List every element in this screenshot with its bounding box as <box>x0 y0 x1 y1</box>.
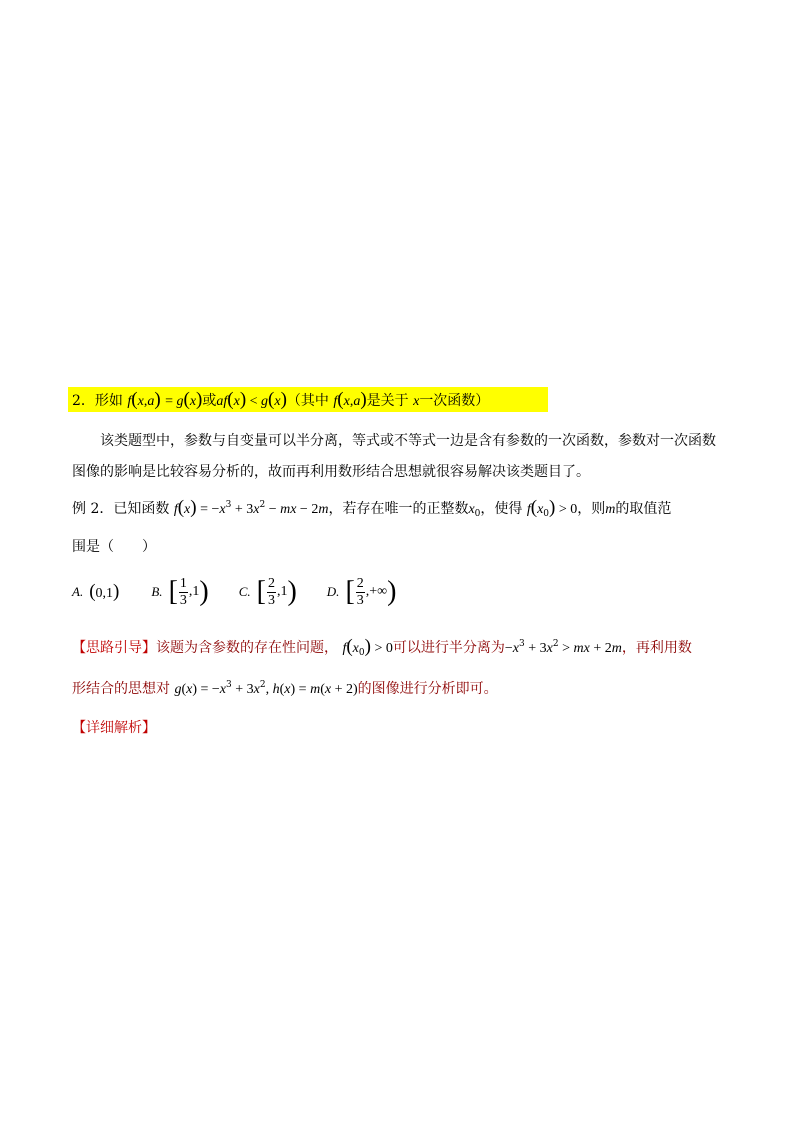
example-then: ，则 <box>577 501 606 517</box>
heading-or: 或 <box>202 393 217 409</box>
hint-tag: 【思路引导】 <box>72 640 156 656</box>
option-a: (0,1) <box>89 581 120 602</box>
example-line-1: 例 2．已知函数 $f(x) = -x^3 + 3x^2$ − mx − 2m，若存在唯一的正整数$x_0$，使得 $f(x_0) > 0$，则m的取值范 <box>72 497 672 519</box>
options-row <box>72 572 396 612</box>
heading-paren-open: （其中 <box>286 393 329 409</box>
example-makes: ，使得 <box>480 501 523 517</box>
hint-line-2: 形结合的思想对 $g(x) = -x^3 + 3x^2$, h(x) = m(x + 2)的图像进行分析即可。 <box>72 680 498 697</box>
example-line-2: 围是（ ） <box>72 539 156 555</box>
example-range: 的取值范 <box>615 501 672 517</box>
section-heading: 2．形如 f(x,a) = g(x)或af(x) < g(x)（其中 f(x,a)是关于 x一次函数） <box>72 389 490 410</box>
option-d-label: D. <box>326 584 340 599</box>
heading-x: x <box>413 394 420 409</box>
hint-t4: 形结合的思想对 <box>72 681 170 697</box>
option-b: [ $\frac{1}{3}$ ,1 ) <box>168 575 209 608</box>
hint-t5: 的图像进行分析即可。 <box>357 681 498 697</box>
hint-t1: 该题为含参数的存在性问题， <box>156 640 338 656</box>
option-d: [ $\frac{2}{3}$ ,+∞ ) <box>345 575 397 608</box>
para-line-2: 图像的影响是比较容易分析的，故而再利用数形结合思想就很容易解决该类题目了。 <box>72 464 590 480</box>
option-a-label: A. <box>72 584 84 599</box>
hint-line-1: 【思路引导】该题为含参数的存在性问题， $f(x_0) > 0$可以进行半分离为$-x^3 + 3x^2$ > mx + 2m，再利用数 <box>72 636 692 658</box>
heading-linear: 一次函数） <box>419 393 490 409</box>
example-label: 例 2．已知函数 <box>72 501 170 517</box>
hint-t3: ，再利用数 <box>621 640 692 656</box>
para-line-1: 该类题型中，参数与自变量可以半分离，等式或不等式一边是含有参数的一次函数，参数对一次函数 <box>100 433 716 449</box>
heading-is-about: 是关于 <box>366 393 409 409</box>
hint-t2: 可以进行半分离为 <box>392 640 505 656</box>
option-b-label: B. <box>151 584 163 599</box>
example-cond: ，若存在唯一的正整数 <box>328 501 469 517</box>
option-c-label: C. <box>238 584 251 599</box>
detail-tag: 【详细解析】 <box>72 720 156 736</box>
heading-number: 2．形如 <box>72 393 123 409</box>
option-c: [ $\frac{2}{3}$ ,1 ) <box>256 575 297 608</box>
